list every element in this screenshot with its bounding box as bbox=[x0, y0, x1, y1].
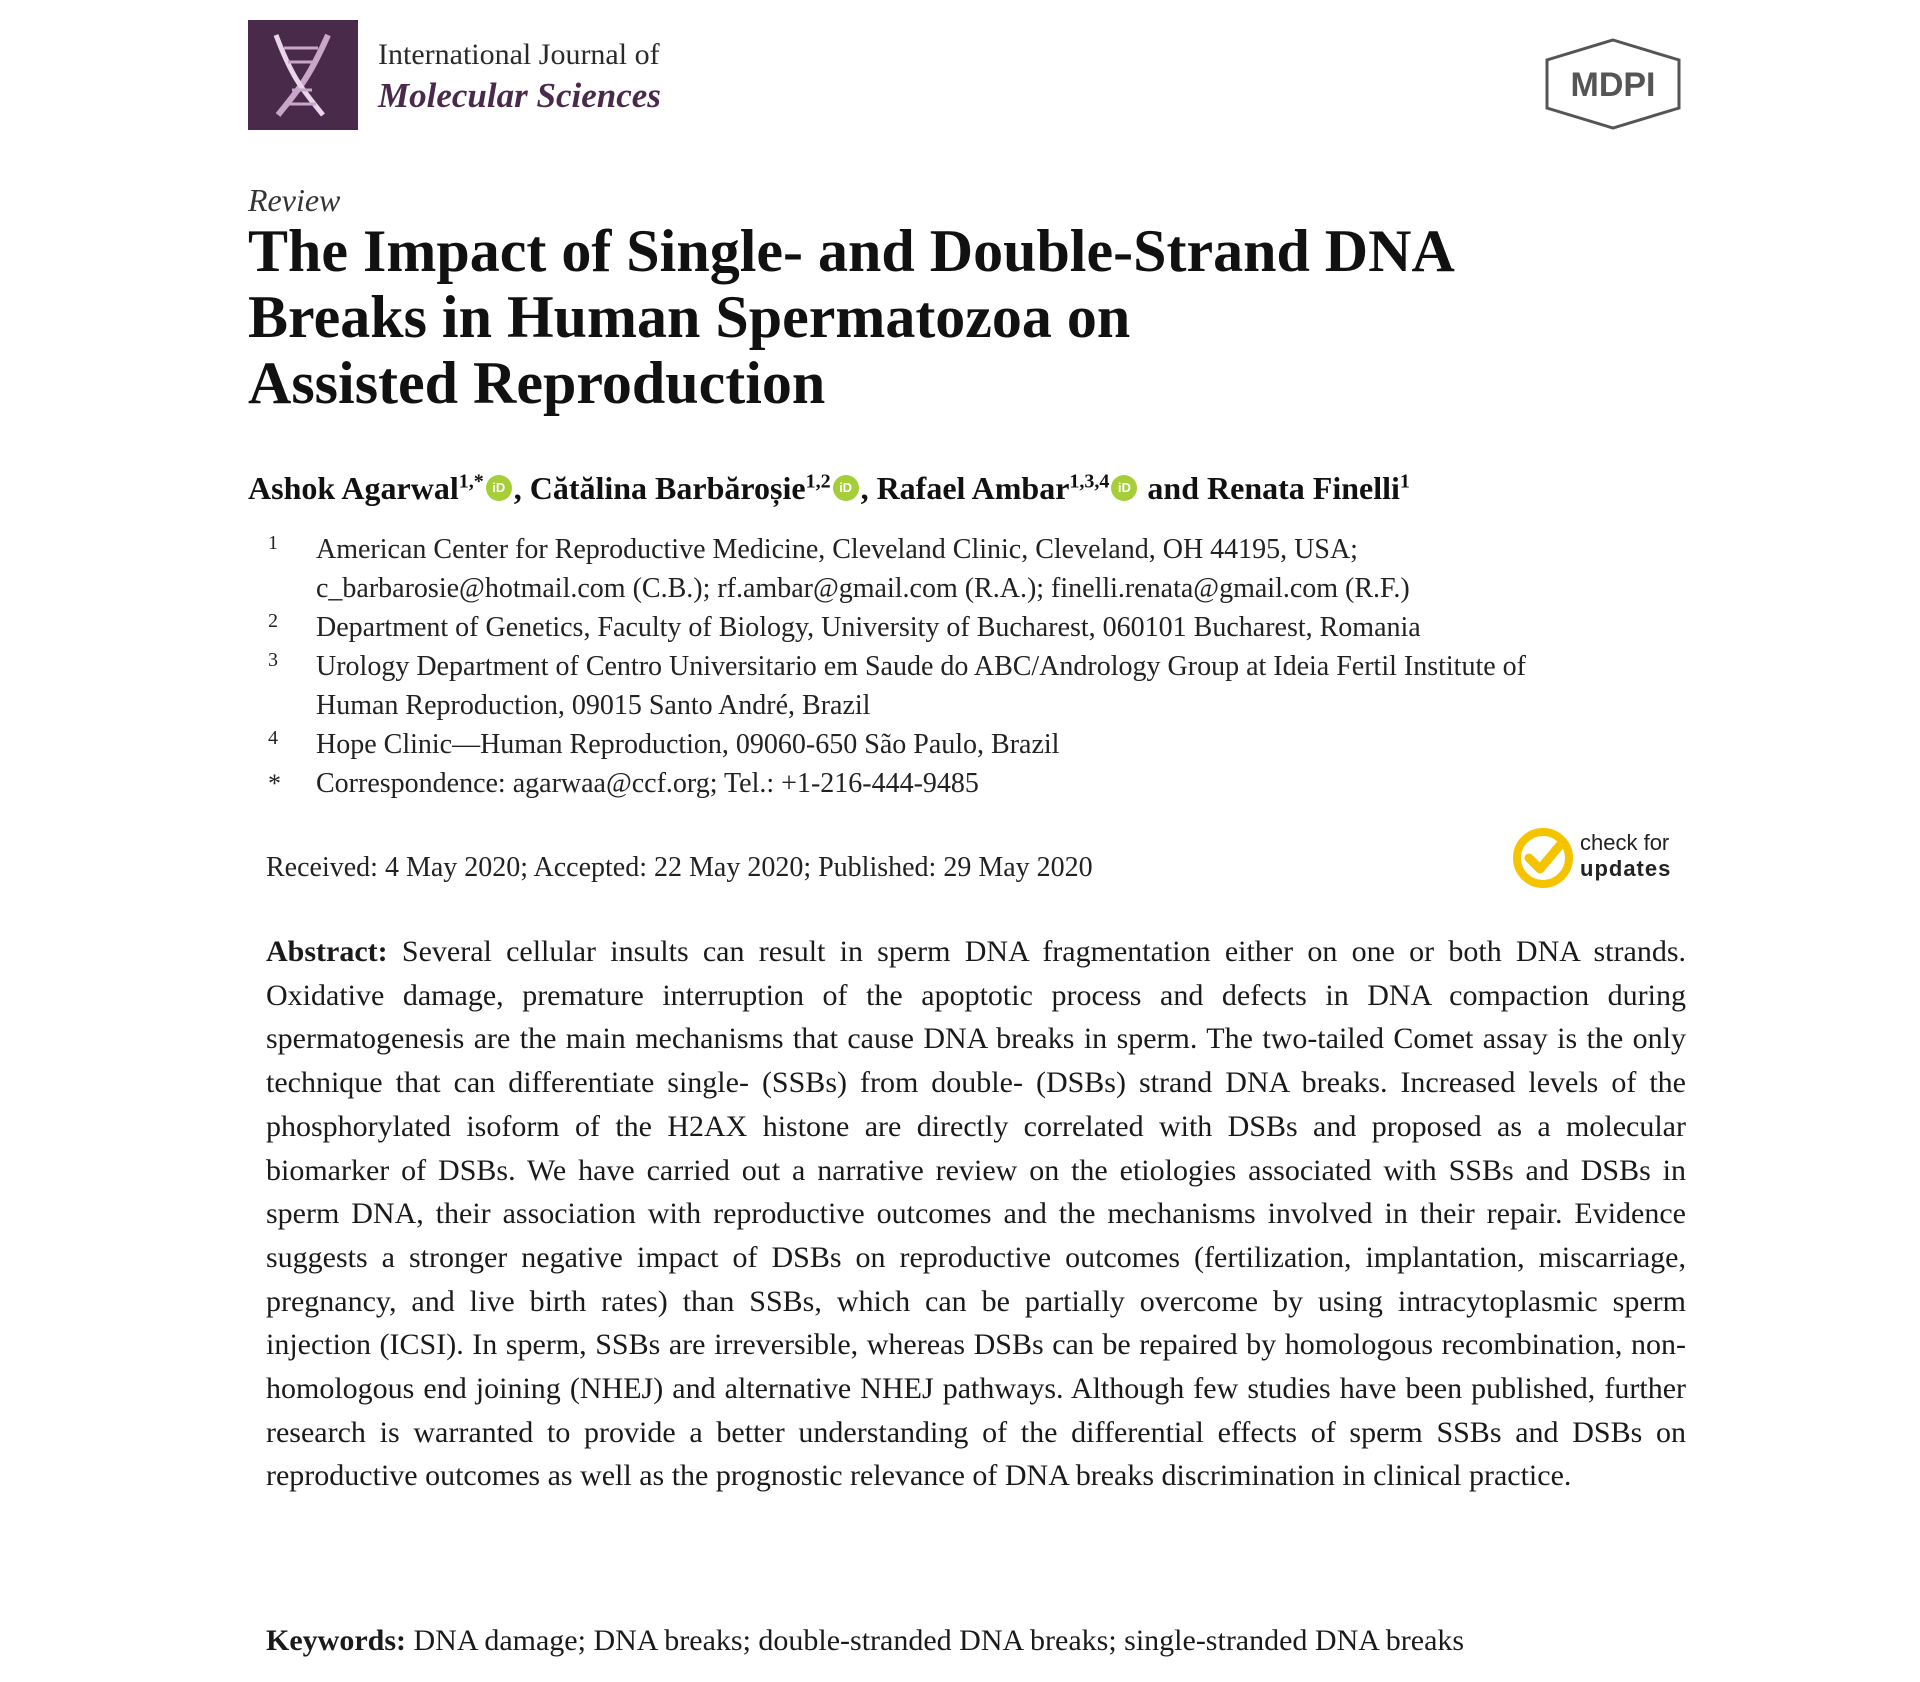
affiliation-line: Human Reproduction, 09015 Santo André, Brazil bbox=[316, 690, 871, 721]
affiliation-line: Hope Clinic—Human Reproduction, 09060-650 São Paulo, Brazil bbox=[316, 729, 1060, 760]
orcid-icon[interactable]: iD bbox=[833, 475, 859, 501]
author-name[interactable]: Renata Finelli bbox=[1207, 470, 1400, 506]
check-for-updates-icon[interactable] bbox=[1513, 828, 1573, 888]
affiliation-mark: 2 bbox=[268, 610, 278, 632]
affiliation-mark: 4 bbox=[268, 727, 278, 749]
affiliation-line: American Center for Reproductive Medicine, Cleveland Clinic, Cleveland, OH 44195, USA; bbox=[316, 534, 1358, 565]
author-separator: , bbox=[860, 470, 877, 506]
author-separator: and bbox=[1139, 470, 1208, 506]
author-affiliation-marks: 1,2 bbox=[805, 470, 831, 493]
orcid-icon[interactable]: iD bbox=[486, 475, 512, 501]
correspondence-item bbox=[262, 764, 1692, 803]
affiliation-line: Department of Genetics, Faculty of Biology, University of Bucharest, 060101 Bucharest, Romania bbox=[316, 612, 1421, 643]
author-affiliation-marks: 1,3,4 bbox=[1069, 470, 1110, 493]
journal-name-line1: International Journal of bbox=[378, 38, 660, 71]
dna-helix-icon bbox=[248, 20, 358, 130]
journal-logo bbox=[248, 20, 358, 130]
author-name[interactable]: Cătălina Barbăroșie bbox=[529, 470, 806, 506]
affiliation-item bbox=[262, 725, 1692, 764]
orcid-icon[interactable]: iD bbox=[1111, 475, 1137, 501]
affiliation-item bbox=[262, 608, 1692, 647]
affiliation-line: Urology Department of Centro Universitario em Saude do ABC/Andrology Group at Ideia Fertil Institute of bbox=[316, 651, 1526, 682]
title-line: The Impact of Single- and Double-Strand DNA bbox=[248, 218, 1455, 284]
author-name[interactable]: Rafael Ambar bbox=[876, 470, 1070, 506]
correspondence-line[interactable]: Correspondence: agarwaa@ccf.org; Tel.: +1-216-444-9485 bbox=[316, 768, 979, 799]
author-list bbox=[248, 470, 1410, 507]
author-separator: , bbox=[513, 470, 530, 506]
abstract-label: Abstract: bbox=[266, 935, 388, 968]
author-affiliation-marks: 1,* bbox=[458, 470, 484, 493]
author-affiliation-marks: 1 bbox=[1399, 470, 1410, 493]
article-type: Review bbox=[248, 182, 341, 218]
check-for-updates-label-bold[interactable]: updates bbox=[1580, 856, 1672, 881]
affiliation-mark: 1 bbox=[268, 532, 278, 554]
journal-name-line2: Molecular Sciences bbox=[378, 76, 661, 115]
title-line: Assisted Reproduction bbox=[248, 350, 826, 416]
correspondence-mark: * bbox=[268, 769, 281, 798]
keywords-label: Keywords: bbox=[266, 1624, 406, 1657]
publication-dates: Received: 4 May 2020; Accepted: 22 May 2020; Published: 29 May 2020 bbox=[266, 852, 1093, 883]
affiliation-item bbox=[262, 530, 1692, 608]
article-title bbox=[248, 218, 1648, 416]
abstract-text: Several cellular insults can result in sperm DNA fragmentation either on one or both DNA strands. Oxidative damage, premature interruption of the apoptotic process and defects in DNA compaction during spermatogenesis are the main mechanisms that cause DNA breaks in sperm. The two-tailed Comet assay is the only technique that can differentiate single- (SSBs) from double- (DSBs) strand DNA breaks. Increased levels of the phosphorylated isoform of the H2AX histone are directly correlated with DSBs and proposed as a molecular biomarker of DSBs. We have carried out a narrative review on the etiologies associated with SSBs and DSBs in sperm DNA, their association with reproductive outcomes and the mechanisms involved in their repair. Evidence suggests a stronger negative impact of DSBs on reproductive outcomes (fertilization, implantation, miscarriage, pregnancy, and live birth rates) than SSBs, which can be partially overcome by using intracytoplasmic sperm injection (ICSI). In sperm, SSBs are irreversible, whereas DSBs can be repaired by homologous recombination, non-homologous end joining (NHEJ) and alternative NHEJ pathways. Although few studies have been published, further research is warranted to provide a better understanding of the differential effects of sperm SSBs and DSBs on reproductive outcomes as well as the prognostic relevance of DNA breaks discrimination in clinical practice. bbox=[266, 935, 1687, 1493]
affiliation-item bbox=[262, 647, 1692, 725]
abstract bbox=[266, 930, 1686, 1498]
check-for-updates-label[interactable]: check for bbox=[1580, 830, 1670, 855]
affiliation-emails[interactable]: c_barbarosie@hotmail.com (C.B.); rf.ambar@gmail.com (R.A.); finelli.renata@gmail.com (R.F.) bbox=[316, 573, 1410, 604]
affiliations bbox=[262, 530, 1692, 803]
author-name[interactable]: Ashok Agarwal bbox=[248, 470, 459, 506]
mdpi-logo bbox=[1543, 38, 1683, 130]
title-line: Breaks in Human Spermatozoa on bbox=[248, 284, 1131, 350]
mdpi-label: MDPI bbox=[1570, 66, 1656, 104]
keywords bbox=[266, 1624, 1464, 1658]
keywords-text: DNA damage; DNA breaks; double-stranded DNA breaks; single-stranded DNA breaks bbox=[413, 1624, 1465, 1657]
affiliation-mark: 3 bbox=[268, 649, 278, 671]
